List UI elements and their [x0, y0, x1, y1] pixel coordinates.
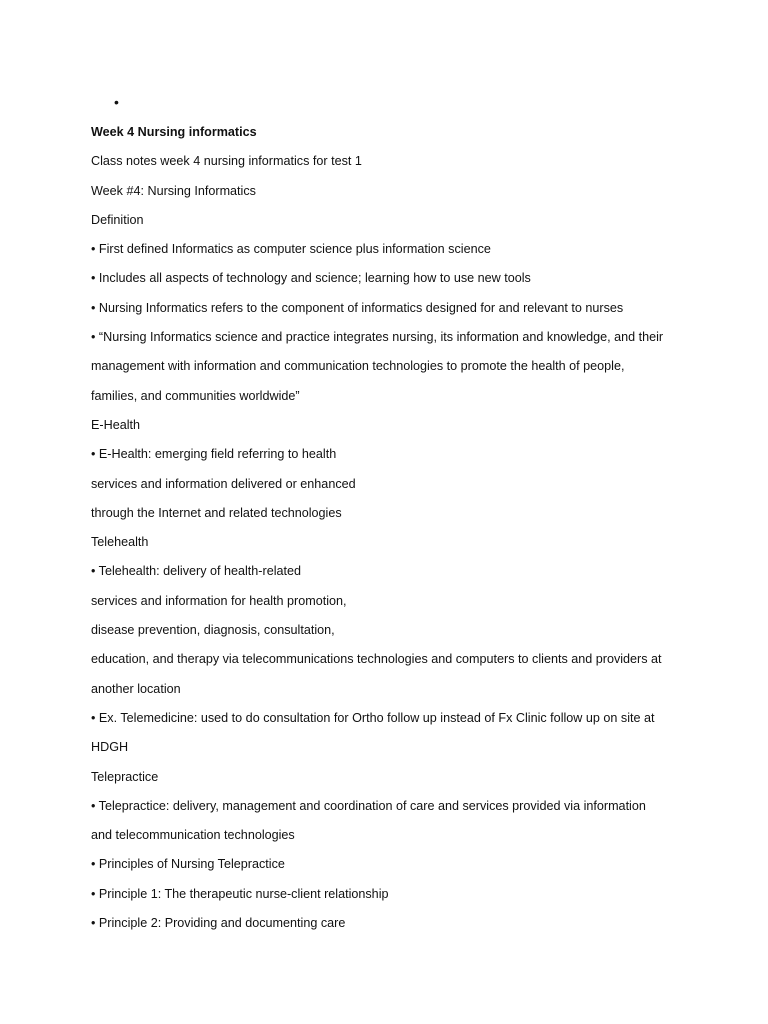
text-line: management with information and communication technologies to promote the health of people,	[91, 359, 625, 374]
text-line: HDGH	[91, 740, 129, 755]
text-line: • Nursing Informatics refers to the component of informatics designed for and relevant to nurses	[91, 300, 624, 315]
text-line: Definition	[91, 212, 144, 227]
text-line: Telepractice	[91, 769, 159, 784]
text-line: and telecommunication technologies	[91, 828, 295, 843]
top-bullet: •	[114, 94, 119, 110]
text-line: another location	[91, 681, 181, 696]
text-line: • Principle 2: Providing and documenting care	[91, 916, 346, 931]
text-line: • First defined Informatics as computer science plus information science	[91, 242, 491, 257]
text-line: education, and therapy via telecommunications technologies and computers to clients and providers at	[91, 652, 662, 667]
text-line: • Telehealth: delivery of health-related	[91, 564, 302, 579]
text-line: through the Internet and related technologies	[91, 505, 342, 520]
text-line: • Principle 1: The therapeutic nurse-client relationship	[91, 886, 389, 901]
text-line: Week #4: Nursing Informatics	[91, 183, 256, 198]
text-line: services and information delivered or enhanced	[91, 476, 356, 491]
document-body	[91, 118, 731, 938]
text-line: • Includes all aspects of technology and science; learning how to use new tools	[91, 271, 531, 286]
text-line: families, and communities worldwide”	[91, 388, 300, 403]
text-line: • Telepractice: delivery, management and coordination of care and services provided via information	[91, 798, 646, 813]
text-line: E-Health	[91, 417, 140, 432]
text-line: services and information for health promotion,	[91, 593, 347, 608]
text-line: • Principles of Nursing Telepractice	[91, 857, 285, 872]
text-line: disease prevention, diagnosis, consultation,	[91, 623, 335, 638]
text-line: Class notes week 4 nursing informatics for test 1	[91, 154, 362, 169]
document-title: Week 4 Nursing informatics	[91, 125, 257, 139]
text-line: • “Nursing Informatics science and practice integrates nursing, its information and knowledge, and their	[91, 330, 664, 345]
text-line: • E-Health: emerging field referring to health	[91, 447, 337, 462]
text-line: Telehealth	[91, 535, 149, 550]
text-line: • Ex. Telemedicine: used to do consultation for Ortho follow up instead of Fx Clinic follow up on site at	[91, 710, 655, 725]
